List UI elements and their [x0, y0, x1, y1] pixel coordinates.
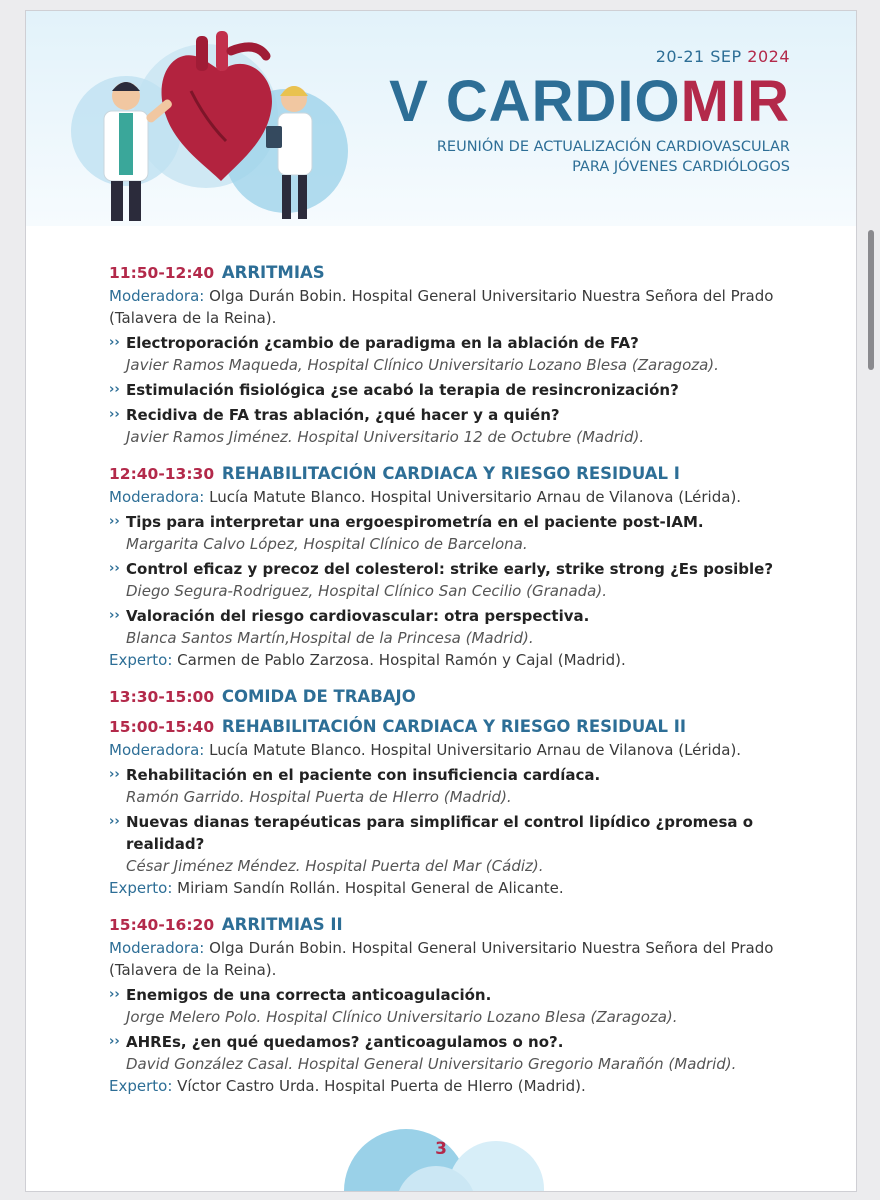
expert-label: Experto: [109, 651, 173, 669]
talk-speaker: Javier Ramos Jiménez. Hospital Universitario 12 de Octubre (Madrid). [126, 428, 645, 446]
expert-line [109, 649, 809, 671]
talk-title [109, 984, 809, 1006]
bullet-arrow-icon: ›› [109, 767, 120, 782]
document-page [25, 10, 857, 1192]
talk-speaker: David González Casal. Hospital General Universitario Gregorio Marañón (Madrid). [126, 1055, 737, 1073]
session-heading [109, 685, 809, 709]
session-time: 11:50-12:40 [109, 264, 215, 282]
event-dates [656, 47, 790, 66]
talk-title [109, 764, 809, 786]
expert-label: Experto: [109, 879, 173, 897]
bullet-arrow-icon: ›› [109, 407, 120, 422]
talk-title-text: Recidiva de FA tras ablación, ¿qué hacer y a quién? [126, 406, 560, 424]
bullet-arrow-icon: ›› [109, 382, 120, 397]
bullet-arrow-icon: ›› [109, 1034, 120, 1049]
talk-title-text: Control eficaz y precoz del colesterol: strike early, strike strong ¿Es posible? [126, 560, 774, 578]
talk-title [109, 605, 809, 627]
moderator-name: Lucía Matute Blanco. Hospital Universitario Arnau de Vilanova (Lérida). [209, 741, 742, 759]
subtitle-line-2: PARA JÓVENES CARDIÓLOGOS [572, 159, 790, 175]
moderator-line [109, 739, 809, 761]
moderator-label: Moderadora: [109, 741, 205, 759]
session-name: ARRITMIAS [221, 263, 325, 282]
subtitle-line-1: REUNIÓN DE ACTUALIZACIÓN CARDIOVASCULAR [436, 139, 790, 155]
bullet-arrow-icon: ›› [109, 814, 120, 829]
moderator-line [109, 486, 809, 508]
session-time: 12:40-13:30 [109, 465, 215, 483]
session-heading [109, 462, 809, 486]
talk-title-text: Valoración del riesgo cardiovascular: otra perspectiva. [126, 607, 590, 625]
bullet-arrow-icon: ›› [109, 514, 120, 529]
expert-name: Carmen de Pablo Zarzosa. Hospital Ramón y Cajal (Madrid). [177, 651, 626, 669]
doctors-heart-illustration [56, 21, 356, 226]
page-number: 3 [435, 1139, 447, 1159]
moderator-label: Moderadora: [109, 287, 205, 305]
bullet-arrow-icon: ›› [109, 608, 120, 623]
expert-line [109, 1075, 809, 1097]
session-block [109, 715, 809, 899]
bullet-arrow-icon: ›› [109, 335, 120, 350]
talk-title [109, 404, 809, 426]
moderator-name: Olga Durán Bobin. Hospital General Universitario Nuestra Señora del Prado (Talavera de la Reina). [109, 287, 774, 327]
session-time: 13:30-15:00 [109, 688, 215, 706]
talk-speaker: Diego Segura-Rodriguez, Hospital Clínico San Cecilio (Granada). [126, 582, 607, 600]
bullet-arrow-icon: ›› [109, 561, 120, 576]
program-list [109, 257, 809, 1111]
talk-title [109, 558, 809, 580]
event-title [389, 69, 790, 135]
expert-label: Experto: [109, 1077, 173, 1095]
expert-name: Víctor Castro Urda. Hospital Puerta de HIerro (Madrid). [177, 1077, 586, 1095]
talk-speaker: Javier Ramos Maqueda, Hospital Clínico Universitario Lozano Blesa (Zaragoza). [126, 356, 719, 374]
year-text: 2024 [747, 47, 790, 66]
talk-title-text: AHREs, ¿en qué quedamos? ¿anticoagulamos o no?. [126, 1033, 564, 1051]
session-heading [109, 261, 809, 285]
talk-title [109, 811, 809, 855]
session-block [109, 462, 809, 671]
moderator-label: Moderadora: [109, 488, 205, 506]
title-cardio: V CARDIO [389, 69, 681, 134]
dates-text: 20-21 SEP [655, 47, 742, 66]
header-banner [26, 11, 856, 226]
moderator-line [109, 285, 809, 329]
expert-line [109, 877, 809, 899]
session-time: 15:40-16:20 [109, 916, 215, 934]
session-heading [109, 913, 809, 937]
session-name: COMIDA DE TRABAJO [221, 687, 416, 706]
talk-speaker: Jorge Melero Polo. Hospital Clínico Universitario Lozano Blesa (Zaragoza). [126, 1008, 678, 1026]
talk-title-text: Nuevas dianas terapéuticas para simplificar el control lipídico ¿promesa o realidad? [126, 813, 754, 853]
session-block [109, 261, 809, 448]
title-mir: MIR [680, 69, 790, 134]
talk-title [109, 379, 809, 401]
talk-title-text: Rehabilitación en el paciente con insuficiencia cardíaca. [126, 766, 601, 784]
talk-speaker: Ramón Garrido. Hospital Puerta de HIerro (Madrid). [126, 788, 512, 806]
scrollbar-thumb[interactable] [868, 230, 874, 370]
talk-title-text: Electroporación ¿cambio de paradigma en la ablación de FA? [126, 334, 639, 352]
talk-title-text: Tips para interpretar una ergoespirometría en el paciente post-IAM. [126, 513, 704, 531]
talk-speaker: César Jiménez Méndez. Hospital Puerta del Mar (Cádiz). [126, 857, 544, 875]
session-heading [109, 715, 809, 739]
session-block [109, 913, 809, 1097]
talk-speaker: Margarita Calvo López, Hospital Clínico de Barcelona. [126, 535, 528, 553]
moderator-label: Moderadora: [109, 939, 205, 957]
talk-speaker: Blanca Santos Martín,Hospital de la Princesa (Madrid). [126, 629, 534, 647]
session-name: REHABILITACIÓN CARDIACA Y RIESGO RESIDUAL I [221, 464, 680, 483]
session-block [109, 685, 809, 709]
talk-title-text: Enemigos de una correcta anticoagulación. [126, 986, 492, 1004]
talk-title [109, 332, 809, 354]
event-subtitle [437, 137, 790, 177]
session-name: ARRITMIAS II [221, 915, 343, 934]
session-name: REHABILITACIÓN CARDIACA Y RIESGO RESIDUAL II [221, 717, 687, 736]
talk-title-text: Estimulación fisiológica ¿se acabó la terapia de resincronización? [126, 381, 679, 399]
session-time: 15:00-15:40 [109, 718, 215, 736]
talk-title [109, 511, 809, 533]
moderator-name: Lucía Matute Blanco. Hospital Universitario Arnau de Vilanova (Lérida). [209, 488, 742, 506]
bullet-arrow-icon: ›› [109, 987, 120, 1002]
expert-name: Miriam Sandín Rollán. Hospital General de Alicante. [177, 879, 564, 897]
moderator-name: Olga Durán Bobin. Hospital General Universitario Nuestra Señora del Prado (Talavera de la Reina). [109, 939, 774, 979]
talk-title [109, 1031, 809, 1053]
moderator-line [109, 937, 809, 981]
